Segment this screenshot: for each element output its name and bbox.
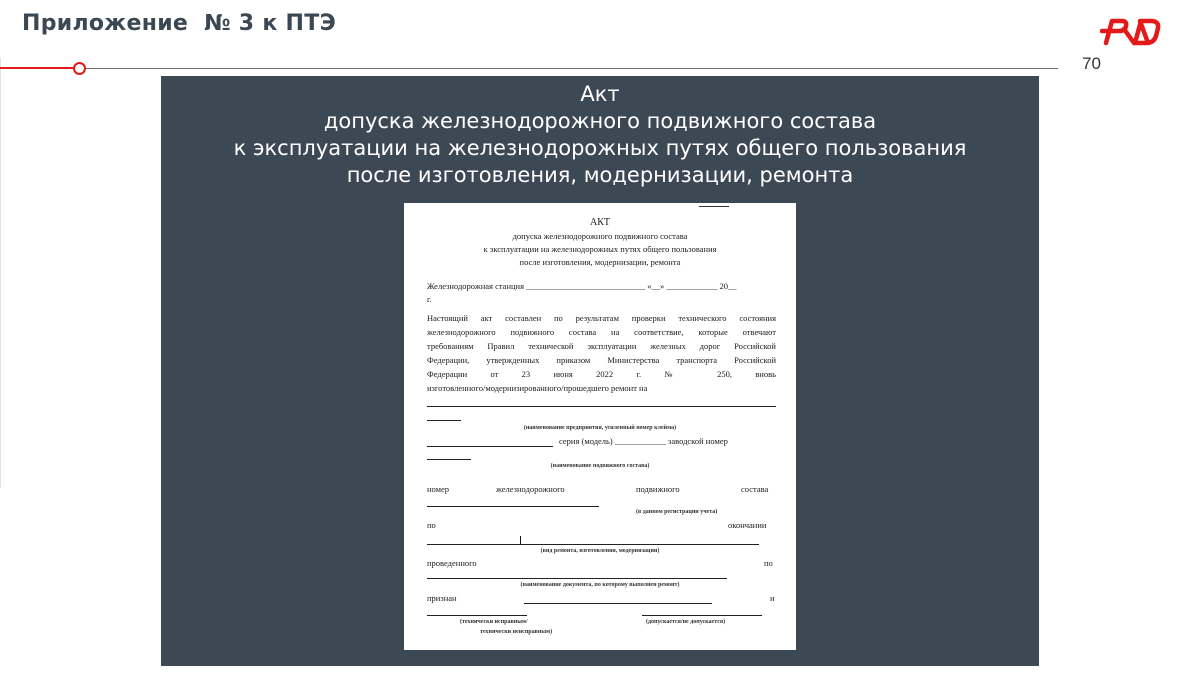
caption-enterprise: (наименование предприятия, усиленный номер клейма) bbox=[523, 425, 677, 431]
caption-technically-fit-2: технически неисправным) bbox=[480, 629, 553, 635]
po-label-2: по bbox=[764, 558, 773, 568]
act-heading-line: после изготовления, модернизации, ремонта bbox=[346, 163, 854, 187]
blank-line bbox=[427, 506, 599, 507]
blank-line bbox=[642, 615, 762, 616]
caption-registration: (в данном регистрации учета) bbox=[636, 509, 718, 515]
text-cursor bbox=[520, 536, 521, 545]
rzd-logo-icon bbox=[1100, 12, 1166, 46]
document-subtitle-line: к эксплуатации на железнодорожных путях общего пользования bbox=[483, 244, 717, 254]
provedennogo-label: проведенного bbox=[427, 558, 477, 568]
blank-line bbox=[427, 578, 727, 579]
paragraph-line: Федерации от 23 июня 2022 г. № 250, вновь bbox=[427, 369, 776, 379]
slide-title: Приложение № 3 к ПТЭ bbox=[22, 11, 337, 36]
caption-repair-kind: (вид ремонта, изготовления, модернизации) bbox=[540, 548, 660, 554]
slide-left-border bbox=[0, 58, 1, 488]
caption-technically-fit: (технически исправным/ bbox=[460, 619, 528, 625]
station-line-cont: г. bbox=[427, 294, 432, 304]
blank-line bbox=[427, 615, 527, 616]
po-label: по bbox=[427, 520, 436, 530]
paragraph-line: железнодорожного подвижного состава на соответствие, которые отвечают bbox=[427, 327, 776, 337]
header-divider bbox=[0, 68, 1058, 69]
paragraph-line: Федерации, утвержденных приказом Министерства транспорта Российской bbox=[427, 355, 776, 365]
document-top-mark bbox=[699, 203, 729, 207]
priznan-label: признан bbox=[427, 593, 457, 603]
act-heading bbox=[161, 81, 1039, 189]
document-subtitle-line: после изготовления, модернизации, ремонта bbox=[519, 257, 681, 267]
act-heading-line: к эксплуатации на железнодорожных путях общего пользования bbox=[233, 136, 967, 160]
header-accent-dot bbox=[73, 62, 86, 75]
paragraph-line: Настоящий акт составлен по результатам проверки технического состояния bbox=[427, 313, 776, 323]
document-subtitle-line: допуска железнодорожного подвижного состава bbox=[512, 231, 688, 241]
number-row-word: железнодорожного bbox=[496, 484, 565, 494]
number-row-word: подвижного bbox=[636, 484, 680, 494]
number-row-word: номер bbox=[427, 484, 450, 494]
paragraph-line: требованиям Правил технической эксплуатации железных дорог Российской bbox=[427, 341, 776, 351]
blank-line bbox=[427, 544, 759, 545]
blank-line bbox=[524, 603, 712, 604]
okonchanii-label: окончании bbox=[728, 520, 767, 530]
header-accent-line bbox=[0, 67, 76, 69]
blank-line bbox=[427, 446, 553, 447]
series-line: серия (модель) ____________ заводской номер bbox=[559, 436, 728, 446]
act-heading-line: Акт bbox=[580, 82, 620, 106]
blank-line bbox=[427, 406, 776, 407]
rzd-logo bbox=[1100, 12, 1166, 46]
station-line: Железнодорожная станция ____________________________ «__» ____________ 20__ bbox=[427, 281, 737, 291]
i-label: и bbox=[770, 593, 775, 603]
content-panel bbox=[161, 76, 1039, 666]
caption-admitted: (допускается/не допускается) bbox=[646, 619, 726, 625]
blank-line bbox=[427, 420, 461, 421]
act-heading-line: допуска железнодорожного подвижного состава bbox=[323, 109, 877, 133]
blank-line bbox=[427, 459, 471, 460]
document-title: АКТ bbox=[590, 217, 610, 228]
paragraph-line: изготовленного/модернизированного/прошедшего ремонт на bbox=[427, 383, 648, 393]
act-document-scan bbox=[404, 203, 796, 650]
page-number: 70 bbox=[1082, 54, 1101, 73]
caption-rolling-stock: (наименование подвижного состава) bbox=[550, 463, 650, 469]
number-row-word: состава bbox=[741, 484, 769, 494]
caption-repair-doc: (наименование документа, по которому выполнен ремонт) bbox=[520, 582, 680, 588]
